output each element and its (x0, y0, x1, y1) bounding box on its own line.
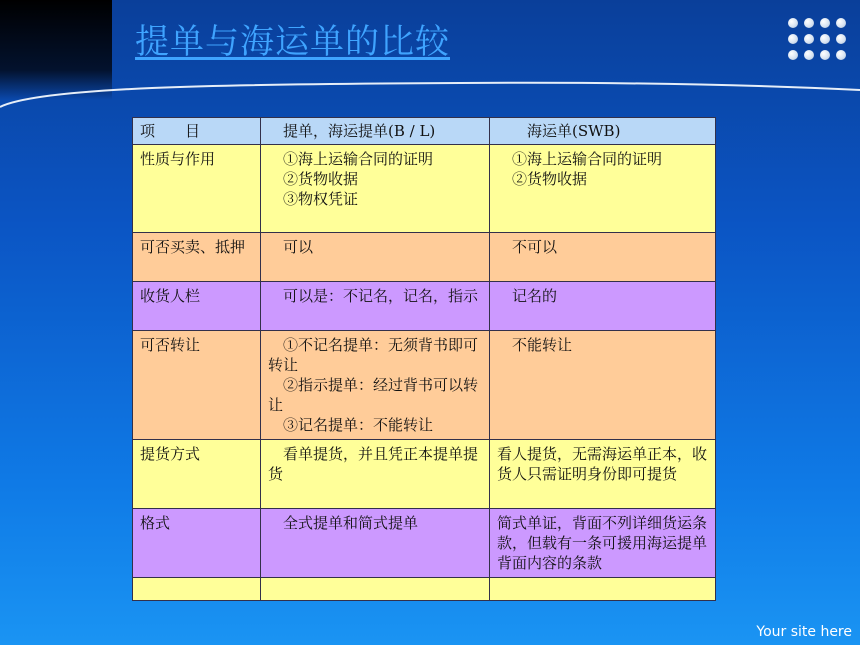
row-label-cell: 格式 (133, 509, 261, 578)
header-cell-item: 项 目 (133, 118, 261, 145)
sea-waybill-cell: 不可以 (490, 233, 716, 282)
slide-title: 提单与海运单的比较 (135, 22, 450, 62)
row-label-cell: 可否买卖、抵押 (133, 233, 261, 282)
row-label-cell: 收货人栏 (133, 282, 261, 331)
bill-of-lading-cell: ①不记名提单：无须背书即可转让 ②指示提单：经过背书可以转让 ③记名提单：不能转让 (261, 331, 490, 440)
sea-waybill-cell: 看人提货，无需海运单正本，收货人只需证明身份即可提货 (490, 440, 716, 509)
sea-waybill-cell: 记名的 (490, 282, 716, 331)
table-row (133, 233, 716, 282)
table-row (133, 282, 716, 331)
bill-of-lading-cell: 全式提单和简式提单 (261, 509, 490, 578)
footer-cell (133, 578, 261, 601)
comparison-table (132, 117, 716, 601)
table-row (133, 145, 716, 233)
bill-of-lading-cell: 可以 (261, 233, 490, 282)
sea-waybill-cell: 不能转让 (490, 331, 716, 440)
footer-cell (490, 578, 716, 601)
table-footer-row (133, 578, 716, 601)
row-label-cell: 提货方式 (133, 440, 261, 509)
bill-of-lading-cell: ①海上运输合同的证明 ②货物收据 ③物权凭证 (261, 145, 490, 233)
table-header-row (133, 118, 716, 145)
row-label-cell: 可否转让 (133, 331, 261, 440)
sea-waybill-cell: 简式单证，背面不列详细货运条款，但载有一条可援用海运提单背面内容的条款 (490, 509, 716, 578)
table-row (133, 331, 716, 440)
row-label-cell: 性质与作用 (133, 145, 261, 233)
dot-grid-icon (788, 18, 846, 60)
bill-of-lading-cell: 可以是：不记名，记名，指示 (261, 282, 490, 331)
table-row (133, 440, 716, 509)
sea-waybill-cell: ①海上运输合同的证明 ②货物收据 (490, 145, 716, 233)
site-footer-text: Your site here (756, 624, 852, 640)
header-cell-bill-of-lading: 提单，海运提单(B / L) (261, 118, 490, 145)
header-cell-sea-waybill: 海运单(SWB) (490, 118, 716, 145)
header-swoosh-line (0, 75, 860, 115)
footer-cell (261, 578, 490, 601)
bill-of-lading-cell: 看单提货，并且凭正本提单提货 (261, 440, 490, 509)
table-row (133, 509, 716, 578)
